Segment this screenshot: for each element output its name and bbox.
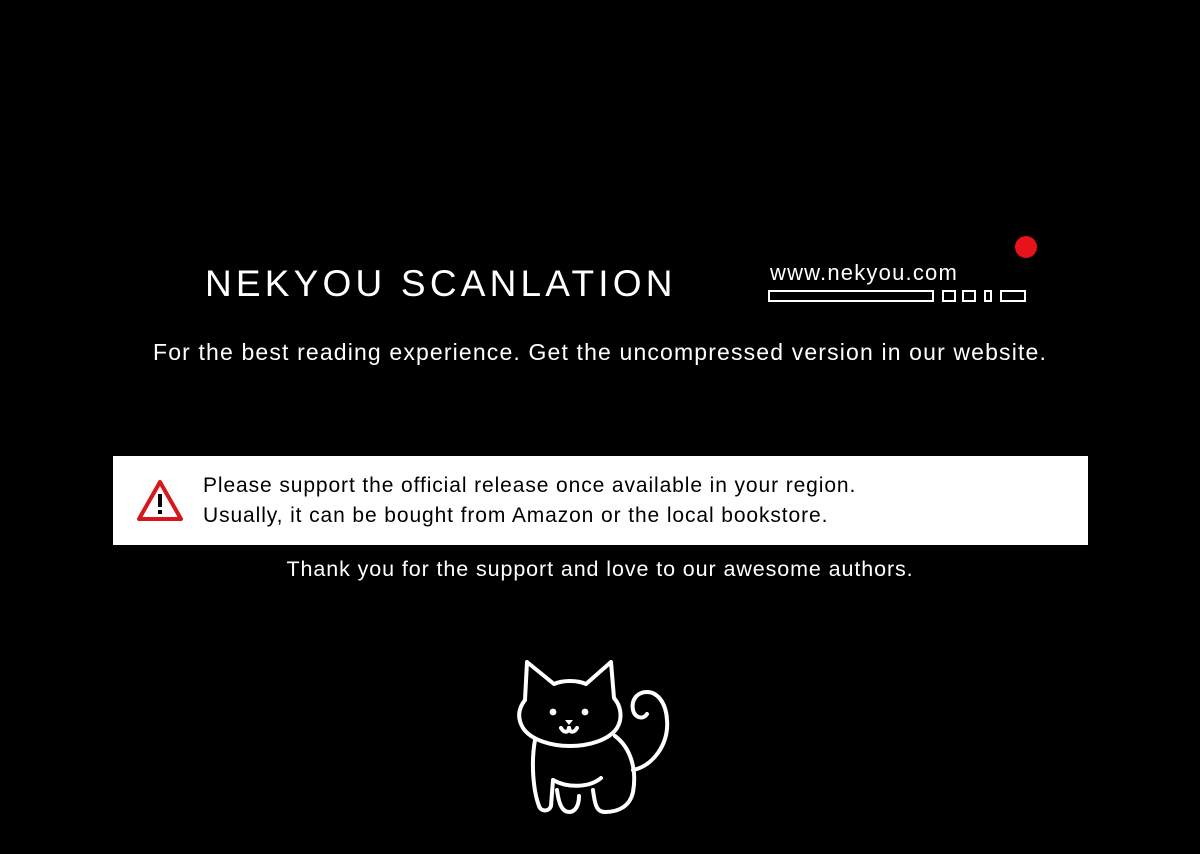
stamp-bar-segment-1 <box>942 290 956 302</box>
stamp-bar-long <box>768 290 934 302</box>
support-notice-line-2: Usually, it can be bought from Amazon or the local bookstore. <box>203 503 829 527</box>
header <box>0 262 1200 322</box>
website-url: www.nekyou.com <box>770 260 958 285</box>
stamp-bar-segment-4 <box>1000 290 1026 302</box>
support-notice-box <box>113 456 1088 545</box>
tagline-text: For the best reading experience. Get the uncompressed version in our website. <box>153 339 1047 365</box>
red-dot-icon <box>1015 236 1037 258</box>
page-title: NEKYOU SCANLATION <box>205 263 677 304</box>
stamp-bar-segment-2 <box>962 290 976 302</box>
cat-mascot-icon <box>497 640 707 830</box>
thanks-text: Thank you for the support and love to our awesome authors. <box>286 557 914 581</box>
warning-triangle-icon <box>137 480 183 522</box>
support-notice-line-1: Please support the official release once available in your region. <box>203 473 857 497</box>
support-notice-text <box>203 471 856 531</box>
stamp-bar-segment-3 <box>984 290 992 302</box>
website-stamp <box>768 262 1032 322</box>
cat-mascot-drawing <box>497 640 707 830</box>
